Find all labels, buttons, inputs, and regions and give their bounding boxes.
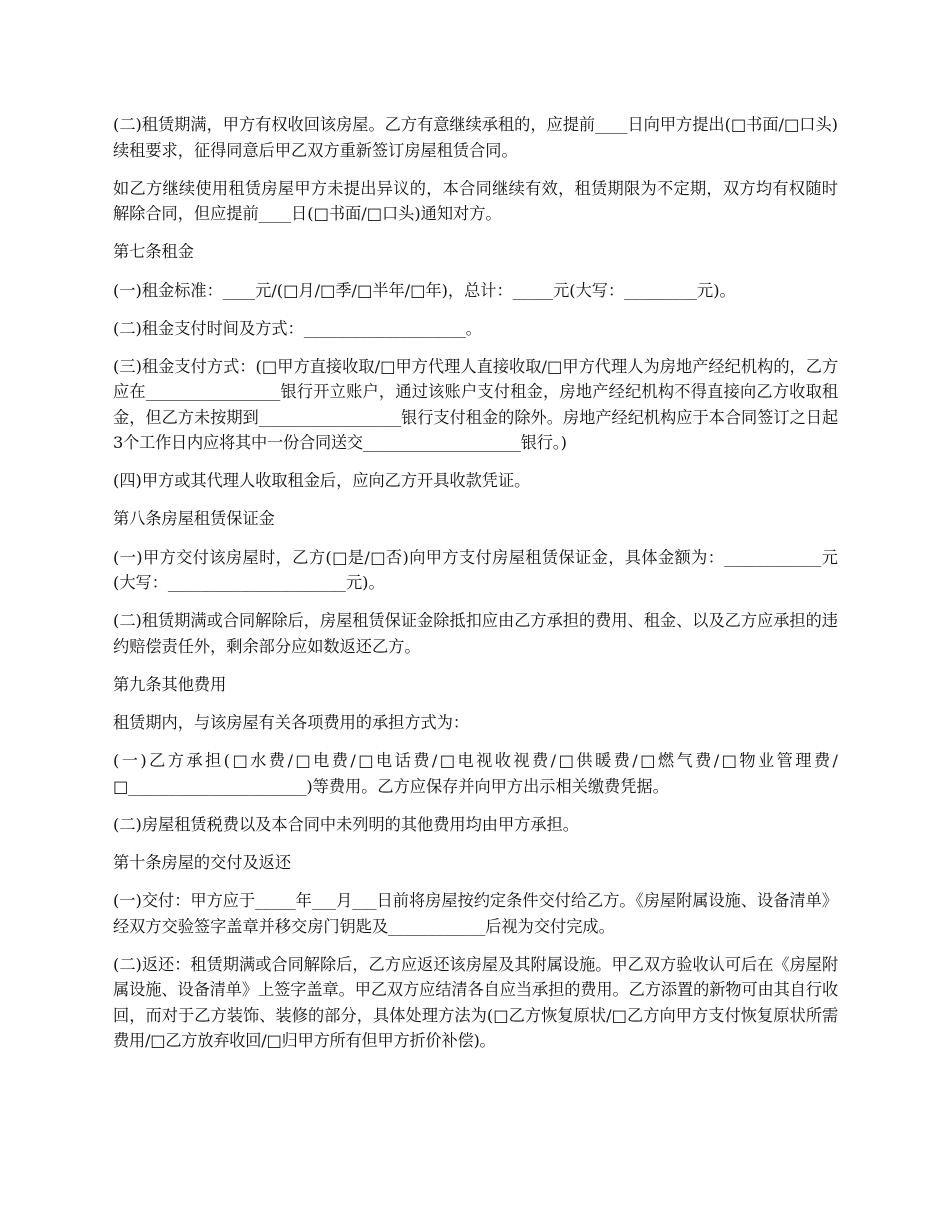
deposit-amount-clause: (一)甲方交付该房屋时，乙方(□是/□否)向甲方支付房屋租赁保证金，具体金额为：____________元(大写：______________________元)。 [113,547,838,592]
article-9-heading: 第九条其他费用 [113,674,227,694]
article-10-heading: 第十条房屋的交付及返还 [113,852,292,872]
article-7-heading: 第七条租金 [113,242,194,261]
rent-receipt-clause: (四)甲方或其代理人收取租金后，应向乙方开具收款凭证。 [113,471,531,490]
contract-page [113,112,838,1066]
rent-payment-method-clause: (三)租金支付方式：(□甲方直接收取/□甲方代理人直接收取/□甲方代理人为房地产经纪机构的，乙方应在_________________银行开立账户，通过该账户支付租金，房地产经纪机构不得直接向乙方收取租金，但乙方未按期到__________________银行支付租金的除外。房地产经纪机构应于本合同签订之日起3个工作日内应将其中一份合同送交____________________银行。) [113,356,838,452]
landlord-fees-clause: (二)房屋租赁税费以及本合同中未列明的其他费用均由甲方承担。 [113,814,579,834]
rent-payment-time-clause: (二)租金支付时间及方式：____________________。 [113,318,482,338]
deposit-return-clause: (二)租赁期满或合同解除后，房屋租赁保证金除抵扣应由乙方承担的费用、租金、以及乙方应承担的违约赔偿责任外，剩余部分应如数返还乙方。 [113,611,838,656]
tenant-fees-clause: (一)乙方承担(□水费/□电费/□电话费/□电视收视费/□供暖费/□燃气费/□物业管理费/□______________________)等费用。乙方应保存并向甲方出示相关缴费凭据。 [113,751,838,796]
article-8-heading: 第八条房屋租赁保证金 [113,509,275,528]
indefinite-term-clause: 如乙方继续使用租赁房屋甲方未提出异议的，本合同继续有效，租赁期限为不定期，双方均有权随时解除合同，但应提前____日(□书面/□口头)通知对方。 [113,178,838,223]
renewal-clause: (二)租赁期满，甲方有权收回该房屋。乙方有意继续承租的，应提前____日向甲方提出(□书面/□口头)续租要求，征得同意后甲乙双方重新签订房屋租赁合同。 [113,115,838,160]
fees-intro: 租赁期内，与该房屋有关各项费用的承担方式为： [113,713,470,732]
rent-standard-clause: (一)租金标准：____元/(□月/□季/□半年/□年)，总计：_____元(大写：_________元)。 [113,280,736,300]
return-clause: (二)返还：租赁期满或合同解除后，乙方应返还该房屋及其附属设施。甲乙双方验收认可后在《房屋附属设施、设备清单》上签字盖章。甲乙双方应结清各自应当承担的费用。乙方添置的新物可由其自行收回，而对于乙方装饰、装修的部分，具体处理方法为(□乙方恢复原状/□乙方向甲方支付恢复原状所需费用/□乙方放弃收回/□归甲方所有但甲方折价补偿)。 [113,954,838,1050]
delivery-clause: (一)交付：甲方应于_____年___月___日前将房屋按约定条件交付给乙方。《房屋附属设施、设备清单》经双方交验签字盖章并移交房门钥匙及____________后视为交付完成。 [113,891,838,936]
